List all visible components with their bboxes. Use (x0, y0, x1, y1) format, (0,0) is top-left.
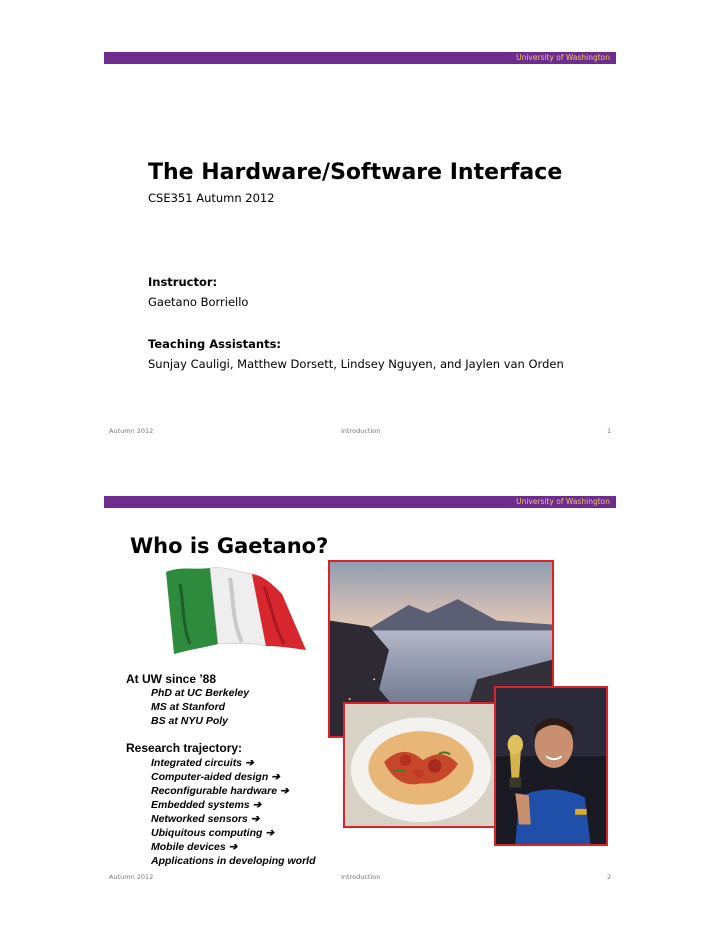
research-item: Applications in developing world (151, 855, 316, 867)
education-item: PhD at UC Berkeley (151, 687, 250, 699)
player-with-trophy-photo (494, 686, 608, 846)
instructor-name: Gaetano Borriello (148, 295, 249, 309)
education-item: BS at NYU Poly (151, 715, 229, 727)
research-item: Networked sensors ➔ (151, 813, 260, 825)
uw-heading: At UW since ’88 (126, 672, 217, 686)
research-item: Embedded systems ➔ (151, 799, 262, 811)
research-item: Reconfigurable hardware ➔ (151, 785, 289, 797)
instructor-label: Instructor: (148, 275, 218, 289)
slide-title: Who is Gaetano? (130, 534, 329, 558)
research-item: Computer-aided design ➔ (151, 771, 280, 783)
slide-2 (0, 466, 720, 932)
course-subtitle: CSE351 Autumn 2012 (148, 191, 275, 205)
research-item: Ubiquitous computing ➔ (151, 827, 275, 839)
research-item: Integrated circuits ➔ (151, 757, 254, 769)
italian-flag-image (160, 564, 308, 656)
education-item: MS at Stanford (151, 701, 226, 713)
footer-term: Autumn 2012 (109, 873, 154, 881)
research-heading: Research trajectory: (126, 741, 243, 755)
institution-label: University of Washington (516, 53, 610, 62)
footer-section: Introduction (341, 427, 381, 435)
footer-section: Introduction (341, 873, 381, 881)
tas-label: Teaching Assistants: (148, 337, 282, 351)
pasta-graphic (345, 704, 495, 826)
uw-header-bar (104, 52, 616, 64)
player-graphic (496, 688, 606, 844)
flag-graphic (160, 564, 308, 656)
page-number: 2 (607, 873, 612, 881)
page-number: 1 (607, 427, 612, 435)
footer-term: Autumn 2012 (109, 427, 154, 435)
pasta-photo (343, 702, 497, 828)
tas-names: Sunjay Cauligi, Matthew Dorsett, Lindsey Nguyen, and Jaylen van Orden (148, 357, 564, 371)
research-item: Mobile devices ➔ (151, 841, 238, 853)
uw-header-bar (104, 496, 616, 508)
institution-label: University of Washington (516, 497, 610, 506)
slide-title: The Hardware/Software Interface (148, 160, 563, 185)
